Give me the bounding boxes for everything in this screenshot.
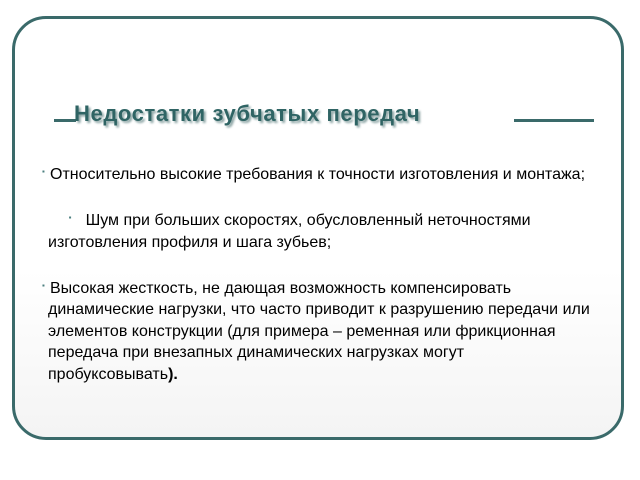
title-rule-left bbox=[54, 119, 76, 122]
slide-title: Недостатки зубчатых передач bbox=[74, 101, 421, 126]
bullet-icon: ▪ bbox=[42, 280, 45, 290]
bullet-item-3 bbox=[42, 275, 596, 386]
bullet-text-3-ending: ). bbox=[168, 365, 178, 383]
slide-body bbox=[42, 161, 596, 385]
bullet-icon: ▪ bbox=[42, 167, 45, 176]
bullet-text-2: Шум при больших скоростях, обусловленный неточностями изготовления профиля и шага зубьев; bbox=[48, 212, 536, 251]
bullet-text-1: Относительно высокие требования к точности изготовления и монтажа; bbox=[50, 166, 586, 183]
title-rule-right bbox=[514, 119, 594, 122]
bullet-text-3: Высокая жесткость, не дающая возможность компенсировать динамические нагрузки, что часто приводит к разрушению передачи или элементов конструкции (для примера – ременная или фрикционная передача при внезапных динамических нагрузках могут пробуксовывать bbox=[48, 279, 590, 383]
bullet-item-2 bbox=[48, 186, 596, 275]
bullet-item-1 bbox=[42, 161, 596, 186]
bullet-icon: ▪ bbox=[68, 213, 72, 222]
